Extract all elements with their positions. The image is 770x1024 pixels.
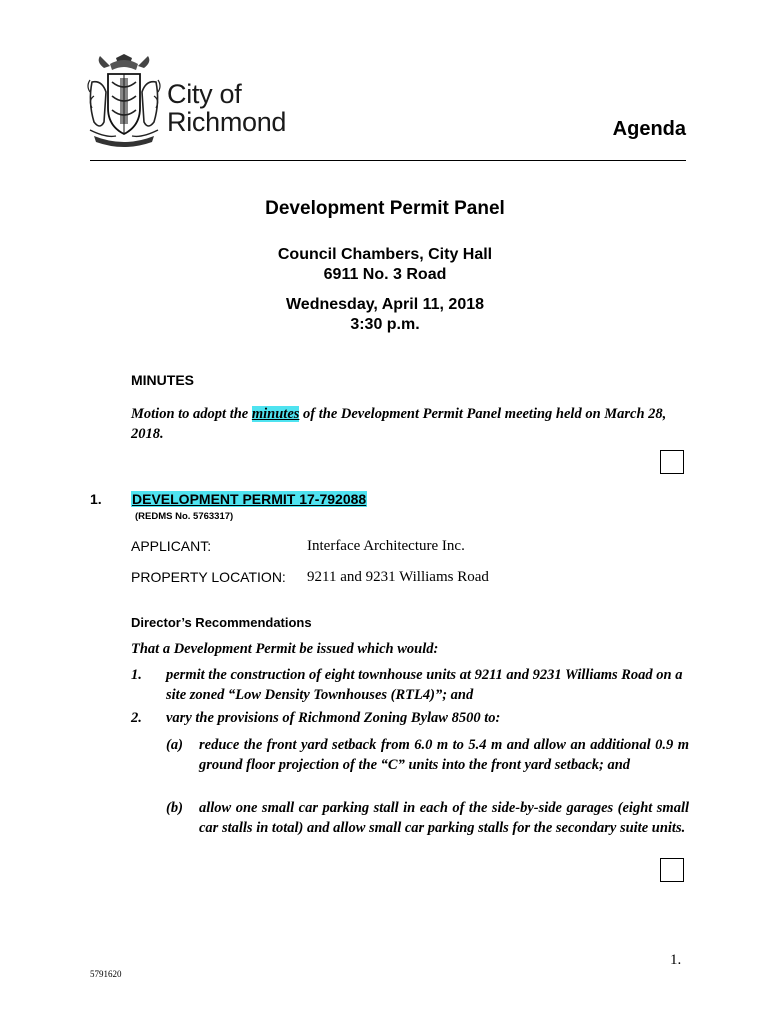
recommendations-intro: That a Development Permit be issued which would:	[131, 641, 439, 657]
header-divider	[90, 160, 686, 161]
item-1-checkbox[interactable]	[660, 858, 684, 882]
item-title: DEVELOPMENT PERMIT 17-792088	[132, 491, 367, 507]
sub-item-b-text: allow one small car parking stall in each of the side-by-side garages (eight small car stalls in total) and allow small car parking stalls for the secondary suite units.	[199, 800, 689, 836]
city-crest-logo	[86, 52, 162, 148]
recommendation-1-number: 1.	[131, 667, 142, 683]
sub-item-b-label: (b)	[166, 800, 183, 816]
logo-line-2: Richmond	[167, 107, 287, 137]
logo-line-1: City of	[167, 79, 242, 109]
property-location-label: PROPERTY LOCATION:	[131, 569, 286, 585]
property-location-value: 9211 and 9231 Williams Road	[307, 569, 489, 585]
minutes-checkbox[interactable]	[660, 450, 684, 474]
sub-item-a-label: (a)	[166, 737, 183, 753]
meeting-date: Wednesday, April 11, 2018	[285, 296, 485, 313]
meeting-location-line-1: Council Chambers, City Hall	[277, 246, 493, 263]
agenda-label: Agenda	[612, 118, 686, 140]
motion-text-before: Motion to adopt the	[131, 406, 252, 422]
item-redms-reference: (REDMS No. 5763317)	[135, 511, 234, 522]
recommendation-2-text: vary the provisions of Richmond Zoning Bylaw 8500 to:	[166, 710, 501, 726]
motion-text-after: of the Development Permit Panel meeting held on March 28, 2018.	[131, 406, 667, 442]
document-id: 5791620	[90, 969, 122, 979]
minutes-heading: MINUTES	[131, 372, 194, 388]
motion-highlighted-minutes: minutes	[251, 406, 300, 422]
meeting-time: 3:30 p.m.	[350, 316, 420, 333]
page-number: 1.	[670, 952, 682, 968]
recommendations-heading: Director’s Recommendations	[131, 615, 312, 630]
minutes-motion	[131, 404, 687, 444]
applicant-label: APPLICANT:	[131, 538, 212, 554]
applicant-value: Interface Architecture Inc.	[307, 538, 465, 554]
meeting-location-line-2: 6911 No. 3 Road	[323, 266, 447, 283]
meeting-title: Development Permit Panel	[265, 198, 505, 219]
recommendation-2-number: 2.	[131, 710, 142, 726]
sub-item-a-text: reduce the front yard setback from 6.0 m to 5.4 m and allow an additional 0.9 m ground floor projection of the “C” units into the front yard setback; and	[199, 737, 689, 773]
recommendation-1-text: permit the construction of eight townhouse units at 9211 and 9231 Williams Road on a site zoned “Low Density Townhouses (RTL4)”; and	[166, 667, 683, 703]
city-logo-wordmark	[167, 80, 286, 136]
item-number: 1.	[90, 491, 102, 507]
